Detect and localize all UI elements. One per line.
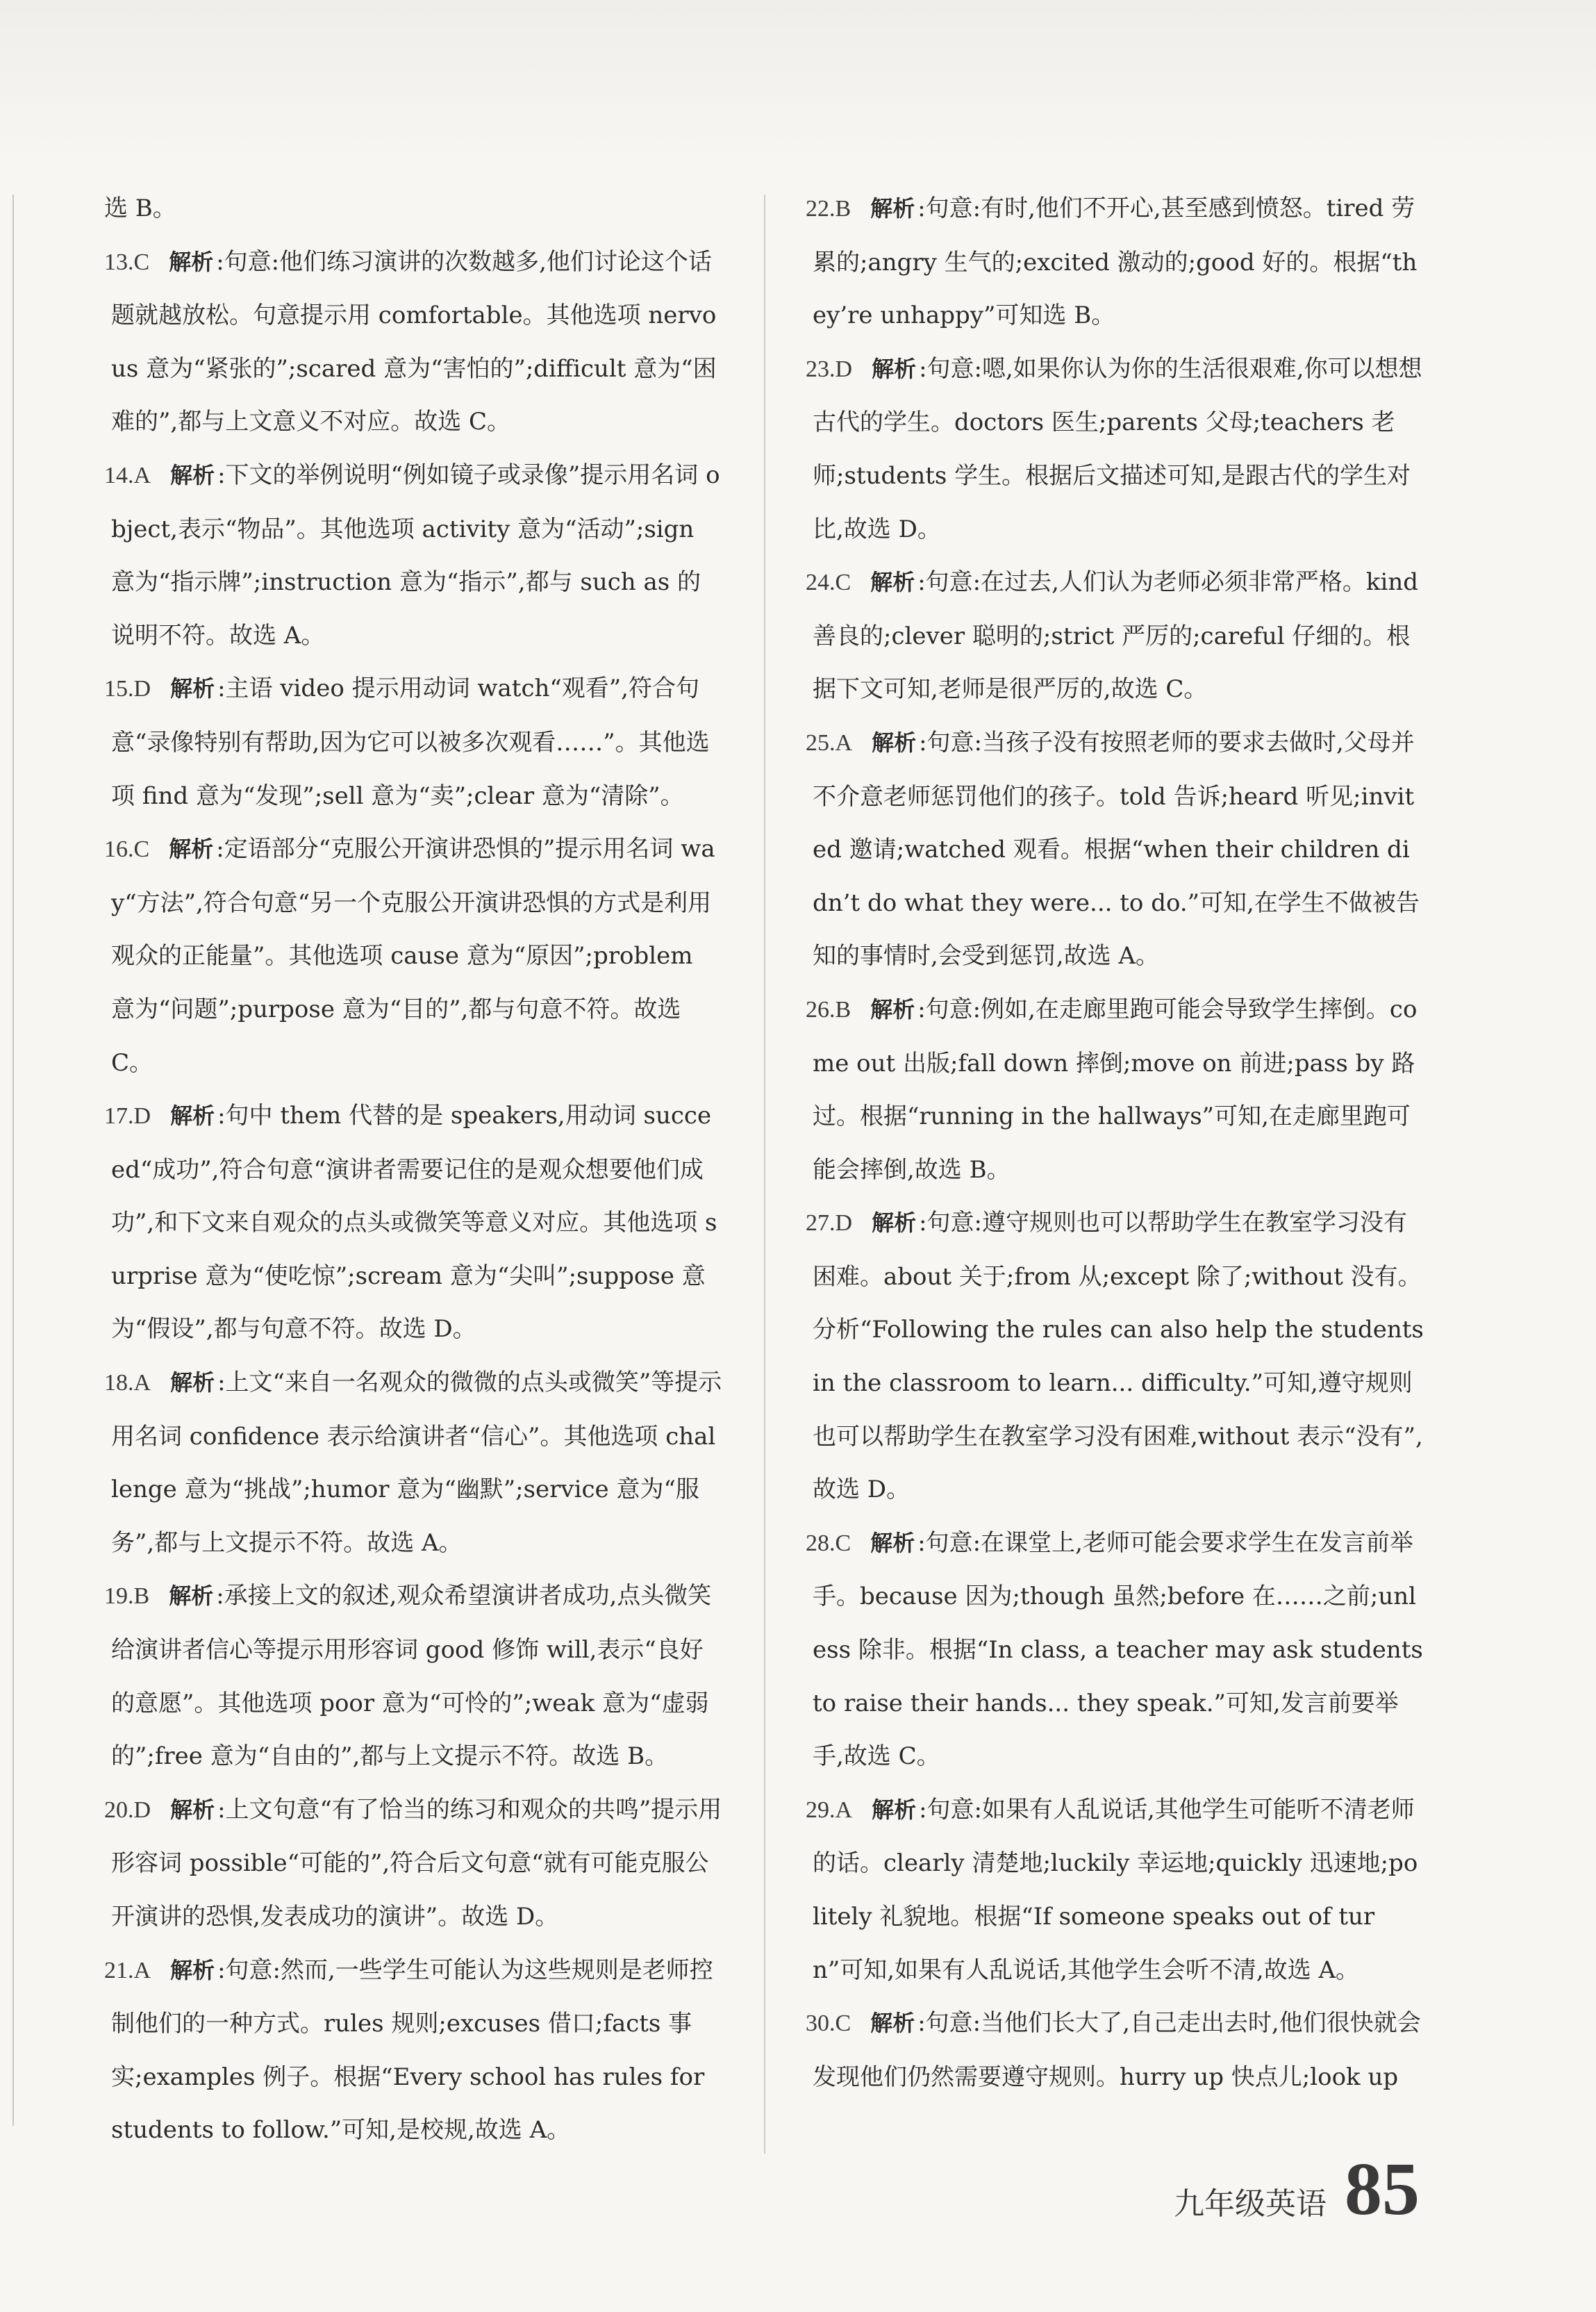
explanation-text: 上文“来自一名观众的微微的点头或微笑”等提示用名词 confidence 表示给演讲者“信心”。其他选项 challenge 意为“挑战”;humor 意为“幽默”;service 意为“服务”,都与上文提示不符。故选 A。	[111, 1369, 722, 1557]
analysis-label: 解析	[170, 1103, 215, 1130]
question-number: 26.B	[806, 996, 851, 1023]
label-colon: :	[217, 461, 226, 489]
analysis-label: 解析	[870, 569, 915, 596]
explanation-text: 承接上文的叙述,观众希望演讲者成功,点头微笑给演讲者信心等提示用形容词 good 修饰 will,表示“良好的意愿”。其他选项 poor 意为“可怜的”;weak 意为“虚弱的”;free 意为“自由的”,都与上文提示不符。故选 B。	[111, 1582, 712, 1771]
question-number: 16.C	[104, 836, 150, 863]
answer-entry	[806, 1997, 1424, 2104]
explanation-text: 句意:当他们长大了,自己走出去时,他们很快就会发现他们仍然需要遵守规则。hurry up 快点儿;look up	[813, 2009, 1421, 2091]
explanation-text: 句意:如果有人乱说话,其他学生可能听不清老师的话。clearly 清楚地;luckily 幸运地;quickly 迅速地;politely 礼貌地。根据“If someone speaks out of turn”可知,如果有人乱说话,其他学生会听不清,故选 A。	[813, 1795, 1418, 1984]
answer-entry	[104, 823, 722, 1089]
analysis-label: 解析	[870, 1529, 915, 1556]
question-number: 21.A	[104, 1957, 151, 1983]
analysis-label: 解析	[872, 729, 917, 756]
left-margin-rule	[13, 195, 14, 2126]
analysis-label: 解析	[170, 461, 215, 488]
label-colon: :	[917, 568, 926, 597]
analysis-label: 解析	[170, 1956, 215, 1983]
label-colon: :	[917, 195, 926, 222]
label-colon: :	[919, 1209, 927, 1237]
answer-entry	[806, 182, 1424, 342]
label-colon: :	[216, 247, 224, 276]
right-column	[806, 182, 1424, 2104]
explanation-text: 句意:例如,在走廊里跑可能会导致学生摔倒。come out 出版;fall down 摔倒;move on 前进;pass by 路过。根据“running in the hallways”可知,在走廊里跑可能会摔倒,故选 B。	[813, 995, 1418, 1184]
question-number: 28.C	[806, 1530, 851, 1556]
explanation-text: 句意:嗯,如果你认为你的生活很艰难,你可以想想古代的学生。doctors 医生;parents 父母;teachers 老师;students 学生。根据后文描述可知,是跟古代的学生对比,故选 D。	[813, 354, 1422, 543]
question-number: 25.A	[806, 729, 853, 756]
question-number: 18.A	[104, 1370, 151, 1396]
answer-entry	[806, 983, 1424, 1196]
label-colon: :	[217, 1369, 226, 1397]
label-colon: :	[217, 675, 226, 703]
question-number: 20.D	[104, 1797, 151, 1823]
analysis-label: 解析	[170, 1796, 215, 1823]
answer-entry	[104, 236, 722, 449]
top-margin	[0, 0, 1596, 167]
answer-entry	[104, 449, 722, 662]
answer-entry	[104, 1089, 722, 1356]
answer-entry	[806, 716, 1424, 983]
question-number: 14.A	[104, 462, 151, 488]
label-colon: :	[216, 835, 224, 864]
question-number: 17.D	[104, 1103, 151, 1130]
explanation-text: 句意:然而,一些学生可能认为这些规则是老师控制他们的一种方式。rules 规则;excuses 借口;facts 事实;examples 例子。根据“Every school has rules for students to follow.”可知,是校规,故选 A。	[111, 1956, 713, 2145]
answer-entry	[104, 662, 722, 823]
analysis-label: 解析	[870, 195, 915, 222]
page-number: 85	[1345, 2148, 1420, 2231]
label-colon: :	[919, 354, 927, 383]
label-colon: :	[217, 1795, 226, 1824]
question-number: 22.B	[806, 196, 851, 222]
answer-entry	[104, 182, 722, 236]
analysis-label: 解析	[872, 355, 917, 382]
explanation-text: 句意:他们练习演讲的次数越多,他们讨论这个话题就越放松。句意提示用 comfortable。其他选项 nervous 意为“紧张的”;scared 意为“害怕的”;difficult 意为“困难的”,都与上文意义不对应。故选 C。	[111, 247, 717, 436]
question-number: 27.D	[806, 1210, 853, 1237]
analysis-label: 解析	[170, 1369, 215, 1396]
explanation-text: 句中 them 代替的是 speakers,用动词 succeed“成功”,符合句意“演讲者需要记住的是观众想要他们成功”,和下文来自观众的点头或微笑等意义对应。其他选项 surprise 意为“使吃惊”;scream 意为“尖叫”;suppose 意为“假设”,都与句意不符。故选 D。	[111, 1102, 717, 1344]
explanation-text: 句意:当孩子没有按照老师的要求去做时,父母并不介意老师惩罚他们的孩子。told 告诉;heard 听见;invited 邀请;watched 观看。根据“when their children didn’t do what they were... to do.”可知,在学生不做被告知的事情时,会受到惩罚,故选 A。	[813, 728, 1420, 971]
analysis-label: 解析	[169, 248, 214, 275]
analysis-label: 解析	[170, 675, 215, 702]
label-colon: :	[917, 1528, 926, 1557]
answer-entry	[104, 1783, 722, 1944]
answer-entry	[104, 1356, 722, 1569]
question-number: 30.C	[806, 2010, 851, 2037]
explanation-text: 句意:遵守规则也可以帮助学生在教室学习没有困难。about 关于;from 从;except 除了;without 没有。分析“Following the rules can also help the students in the classroom to learn... difficulty.”可知,遵守规则也可以帮助学生在教室学习没有困难,without 表示“没有”,故选 D。	[813, 1209, 1424, 1504]
analysis-label: 解析	[169, 836, 214, 863]
left-column	[104, 182, 722, 2157]
question-number: 13.C	[104, 249, 150, 275]
answer-entry	[104, 1944, 722, 2157]
explanation-text: 句意:有时,他们不开心,甚至感到愤怒。tired 劳累的;angry 生气的;excited 激动的;good 好的。根据“they’re unhappy”可知选 B。	[813, 195, 1418, 330]
answer-entry	[806, 556, 1424, 716]
question-number: 24.C	[806, 570, 851, 596]
answer-entry	[104, 1569, 722, 1783]
answer-entry	[806, 1517, 1424, 1783]
label-colon: :	[217, 1956, 226, 1984]
column-divider	[764, 195, 765, 2154]
answer-entry	[806, 1783, 1424, 1997]
label-colon: :	[217, 1102, 226, 1130]
label-colon: :	[919, 1795, 927, 1824]
label-colon: :	[917, 2009, 926, 2038]
analysis-label: 解析	[872, 1209, 917, 1237]
page-footer	[1174, 2147, 1420, 2237]
analysis-label: 解析	[870, 2010, 915, 2037]
label-colon: :	[917, 995, 926, 1023]
question-number: 19.B	[104, 1583, 150, 1610]
analysis-label: 解析	[872, 1796, 917, 1823]
question-number: 23.D	[806, 356, 853, 382]
label-colon: :	[919, 728, 927, 757]
explanation-text: 主语 video 提示用动词 watch“观看”,符合句意“录像特别有帮助,因为它可以被多次观看……”。其他选项 find 意为“发现”;sell 意为“卖”;clear 意为“清除”。	[111, 675, 710, 810]
question-number: 29.A	[806, 1797, 853, 1823]
explanation-text: 定语部分“克服公开演讲恐惧的”提示用名词 way“方法”,符合句意“另一个克服公开演讲恐惧的方式是利用观众的正能量”。其他选项 cause 意为“原因”;problem 意为“问题”;purpose 意为“目的”,都与句意不符。故选 C。	[111, 835, 715, 1077]
analysis-label: 解析	[169, 1583, 214, 1610]
analysis-label: 解析	[870, 996, 915, 1023]
explanation-text: 上文句意“有了恰当的练习和观众的共鸣”提示用形容词 possible“可能的”,符合后文句意“就有可能克服公开演讲的恐惧,发表成功的演讲”。故选 D。	[111, 1795, 722, 1931]
answer-entry	[806, 342, 1424, 556]
explanation-text: 选 B。	[104, 195, 176, 222]
explanation-text: 句意:在过去,人们认为老师必须非常严格。kind 善良的;clever 聪明的;strict 严厉的;careful 仔细的。根据下文可知,老师是很严厉的,故选 C。	[813, 568, 1419, 704]
explanation-text: 下文的举例说明“例如镜子或录像”提示用名词 object,表示“物品”。其他选项 activity 意为“活动”;sign 意为“指示牌”;instruction 意为“指示”,都与 such as 的说明不符。故选 A。	[111, 461, 720, 650]
explanation-text: 句意:在课堂上,老师可能会要求学生在发言前举手。because 因为;though 虽然;before 在……之前;unless 除非。根据“In class, a teacher may ask students to raise their hands... they speak.”可知,发言前要举手,故选 C。	[813, 1528, 1423, 1771]
label-colon: :	[216, 1582, 224, 1610]
question-number: 15.D	[104, 676, 151, 702]
grade-subject-label: 九年级英语	[1174, 2186, 1327, 2222]
answer-entry	[806, 1196, 1424, 1517]
